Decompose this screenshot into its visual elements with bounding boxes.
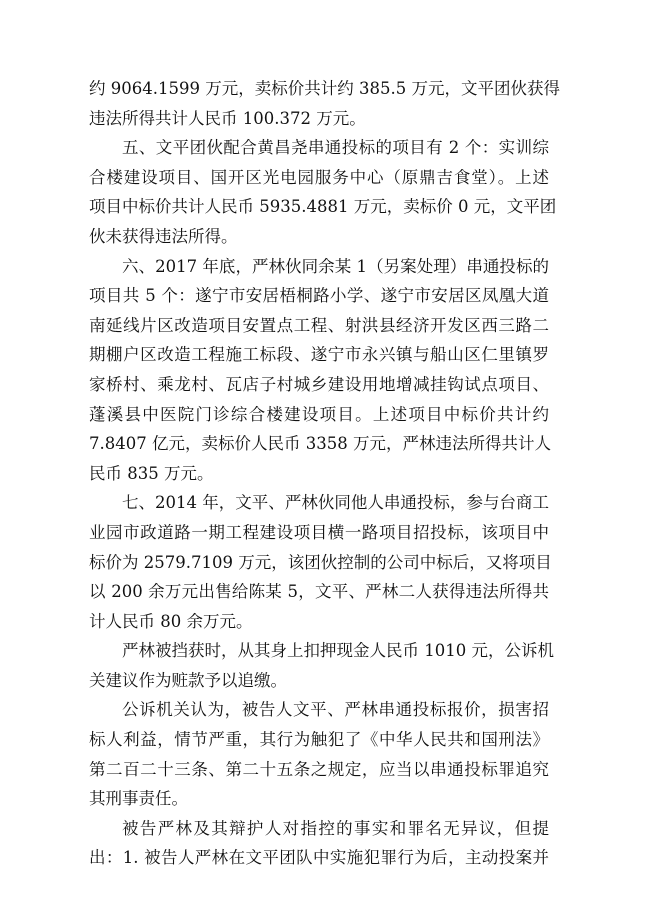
text-line: 计人民币 80 余万元。 (89, 611, 253, 631)
text-line: 期棚户区改造工程施工标段、遂宁市永兴镇与船山区仁里镇罗 (89, 345, 549, 365)
text-line: 七、2014 年，文平、严林伙同他人串通投标，参与台商工 (122, 493, 549, 513)
text-line: 标价为 2579.7109 万元，该团伙控制的公司中标后，又将项目 (89, 552, 552, 572)
text-line: 伙未获得违法所得。 (89, 226, 238, 246)
paragraph (89, 74, 560, 133)
text-line: 其刑事责任。 (89, 789, 188, 809)
text-line: 六、2017 年底，严林伙同余某 1（另案处理）串通投标的 (122, 256, 549, 276)
text-line: 家桥村、乘龙村、瓦店子村城乡建设用地增减挂钩试点项目、 (89, 374, 549, 394)
text-line: 关建议作为赃款予以追缴。 (89, 670, 287, 690)
text-line: 被告严林及其辩护人对指控的事实和罪名无异议，但提 (122, 818, 549, 838)
paragraph (89, 814, 549, 873)
paragraph (89, 695, 549, 813)
text-line: 第二百二十三条、第二十五条之规定，应当以串通投标罪追究 (89, 759, 549, 779)
text-line: 公诉机关认为，被告人文平、严林串通投标报价，损害招 (122, 700, 549, 720)
text-line: 违法所得共计人民币 100.372 万元。 (89, 108, 366, 128)
text-line: 严林被挡获时，从其身上扣押现金人民币 1010 元，公诉机 (122, 641, 554, 661)
text-line: 约 9064.1599 万元，卖标价共计约 385.5 万元，文平团伙获得 (89, 79, 560, 98)
text-line: 项目中标价共计人民币 5935.4881 万元，卖标价 0 元，文平团 (89, 197, 557, 217)
text-line: 五、文平团伙配合黄昌尧串通投标的项目有 2 个：实训综 (122, 138, 549, 158)
paragraph (89, 488, 552, 636)
text-line: 出：1. 被告人严林在文平团队中实施犯罪行为后，主动投案并 (89, 848, 549, 868)
document-body (89, 74, 560, 873)
text-line: 民币 835 万元。 (89, 463, 214, 483)
text-line: 以 200 余万元出售给陈某 5，文平、严林二人获得违法所得共 (89, 582, 549, 602)
text-line: 合楼建设项目、国开区光电园服务中心（原鼎吉食堂）。上述 (89, 167, 549, 187)
text-line: 7.8407 亿元，卖标价人民币 3358 万元，严林违法所得共计人 (89, 434, 551, 454)
paragraph (89, 636, 554, 695)
text-line: 标人利益，情节严重，其行为触犯了《中华人民共和国刑法》 (89, 730, 549, 750)
paragraph (89, 252, 549, 489)
text-line: 业园市政道路一期工程建设项目横一路项目招投标，该项目中 (89, 522, 549, 542)
text-line: 南延线片区改造项目安置点工程、射洪县经济开发区西三路二 (89, 315, 549, 335)
text-line: 蓬溪县中医院门诊综合楼建设项目。上述项目中标价共计约 (89, 404, 549, 424)
text-line: 项目共 5 个：遂宁市安居梧桐路小学、遂宁市安居区凤凰大道 (89, 286, 549, 306)
paragraph (89, 133, 557, 251)
